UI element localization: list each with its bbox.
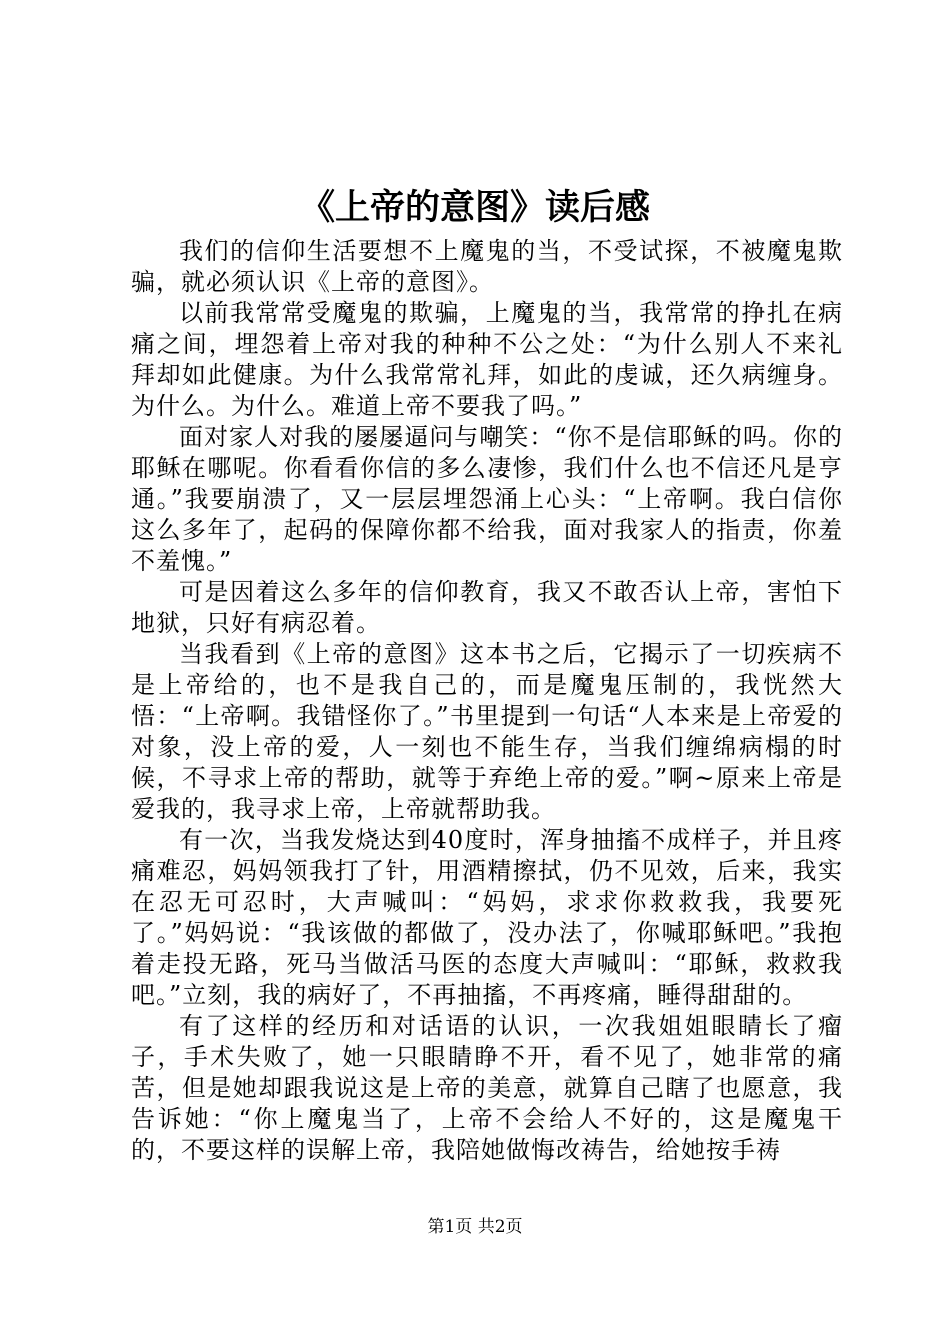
page-number-footer: 第1页 共2页 — [427, 1217, 523, 1237]
paragraph-5: 当我看到《上帝的意图》这本书之后，它揭示了一切疾病不是上帝给的，也不是我自己的，而是魔鬼压制的，我恍然大悟：“上帝啊。我错怪你了。”书里提到一句话“人本来是上帝爱的对象，没上帝的爱，人一刻也不能生存，当我们缠绵病榻的时候，不寻求上帝的帮助，就等于弃绝上帝的爱。”啊~原来上帝是爱我的，我寻求上帝，上帝就帮助我。 — [131, 640, 843, 823]
paragraph-6: 有一次，当我发烧达到40度时，浑身抽搐不成样子，并且疼痛难忍，妈妈领我打了针，用酒精擦拭，仍不见效，后来，我实在忍无可忍时，大声喊叫：“妈妈，求求你救救我，我要死了。”妈妈说：“我该做的都做了，没办法了，你喊耶稣吧。”我抱着走投无路，死马当做活马医的态度大声喊叫：“耶稣，救救我吧。”立刻，我的病好了，不再抽搐，不再疼痛，睡得甜甜的。 — [131, 826, 843, 1009]
paragraph-4: 可是因着这么多年的信仰教育，我又不敢否认上帝，害怕下地狱，只好有病忍着。 — [131, 578, 843, 637]
document-title: 《上帝的意图》读后感 — [299, 187, 650, 228]
paragraph-2: 以前我常常受魔鬼的欺骗，上魔鬼的当，我常常的挣扎在病痛之间，埋怨着上帝对我的种种不公之处：“为什么别人不来礼拜却如此健康。为什么我常常礼拜，如此的虔诚，还久病缠身。为什么。为什么。难道上帝不要我了吗。” — [131, 299, 843, 420]
paragraph-7: 有了这样的经历和对话语的认识，一次我姐姐眼睛长了瘤子，手术失败了，她一只眼睛睁不开，看不见了，她非常的痛苦，但是她却跟我说这是上帝的美意，就算自己瞎了也愿意，我告诉她：“你上魔鬼当了，上帝不会给人不好的，这是魔鬼干的，不要这样的误解上帝，我陪她做悔改祷告，给她按手祷 — [131, 1012, 843, 1164]
paragraph-3: 面对家人对我的屡屡逼问与嘲笑：“你不是信耶稣的吗。你的耶稣在哪呢。你看看你信的多么凄惨，我们什么也不信还凡是亨通。”我要崩溃了，又一层层埋怨涌上心头：“上帝啊。我白信你这么多年了，起码的保障你都不给我，面对我家人的指责，你羞不羞愧。” — [131, 423, 843, 575]
paragraph-1: 我们的信仰生活要想不上魔鬼的当，不受试探，不被魔鬼欺骗，就必须认识《上帝的意图》。 — [131, 237, 843, 296]
document-body — [131, 236, 843, 1166]
